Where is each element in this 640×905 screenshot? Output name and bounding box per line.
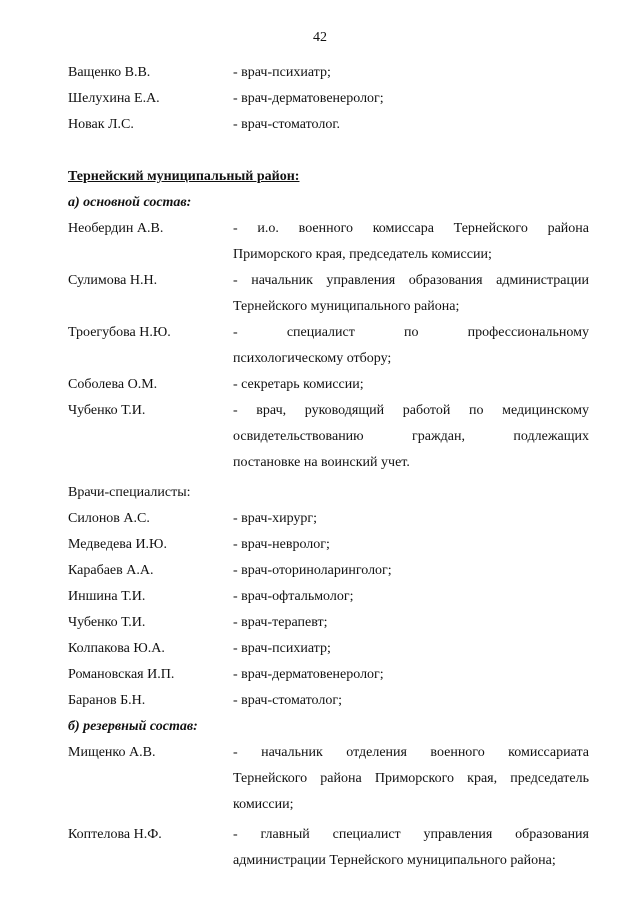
document-content — [68, 60, 589, 874]
list-item — [68, 506, 589, 532]
member-role: - врач-психиатр; — [233, 641, 331, 656]
member-role: - врач-дерматовенеролог; — [233, 91, 384, 106]
role-line: освидетельствованию граждан, подлежащих — [233, 429, 589, 444]
top-list — [68, 60, 589, 138]
member-name: Силонов А.С. — [68, 511, 150, 526]
member-role: - врач-офтальмолог; — [233, 589, 354, 604]
main-members — [68, 216, 589, 476]
specialists-label: Врачи-специалисты: — [68, 485, 191, 500]
member-name: Колпакова Ю.А. — [68, 641, 165, 656]
member-name: Ващенко В.В. — [68, 65, 151, 80]
member-role: - врач-стоматолог; — [233, 693, 342, 708]
page-number: 42 — [313, 30, 327, 45]
list-item — [68, 558, 589, 584]
role-line: Тернейского района Приморского края, председатель — [233, 771, 589, 786]
list-item — [68, 584, 589, 610]
member-name: Чубенко Т.И. — [68, 403, 146, 418]
list-item — [68, 740, 589, 818]
list-item — [68, 662, 589, 688]
role-line: Тернейского муниципального района; — [233, 299, 460, 314]
member-role — [233, 372, 589, 398]
member-name: Коптелова Н.Ф. — [68, 827, 162, 842]
member-role — [233, 216, 589, 268]
member-role — [233, 320, 589, 372]
role-line: постановке на воинский учет. — [233, 455, 410, 470]
specialists-list — [68, 506, 589, 714]
role-line: - начальник отделения военного комиссариата — [233, 745, 589, 760]
list-item — [68, 60, 589, 86]
list-item — [68, 320, 589, 372]
list-item — [68, 610, 589, 636]
member-name: Необердин А.В. — [68, 221, 164, 236]
member-role — [233, 268, 589, 320]
member-role — [233, 740, 589, 818]
member-role: - врач-психиатр; — [233, 65, 331, 80]
member-role: - врач-стоматолог. — [233, 117, 341, 132]
list-item — [68, 822, 589, 874]
role-line: - специалист по профессиональному — [233, 325, 589, 340]
member-role — [233, 822, 589, 874]
member-role: - врач-дерматовенеролог; — [233, 667, 384, 682]
list-item — [68, 268, 589, 320]
list-item — [68, 398, 589, 476]
member-name: Иншина Т.И. — [68, 589, 146, 604]
reserve-composition-heading: б) резервный состав: — [68, 719, 198, 734]
member-name: Баранов Б.Н. — [68, 693, 146, 708]
list-item — [68, 372, 589, 398]
list-item — [68, 636, 589, 662]
member-role: - врач-терапевт; — [233, 615, 328, 630]
role-line: психологическому отбору; — [233, 351, 392, 366]
member-name: Соболева О.М. — [68, 377, 158, 392]
member-name: Шелухина Е.А. — [68, 91, 160, 106]
list-item — [68, 216, 589, 268]
list-item — [68, 532, 589, 558]
role-line: - и.о. военного комиссара Тернейского района — [233, 221, 589, 236]
main-composition-heading: а) основной состав: — [68, 195, 192, 210]
member-name: Романовская И.П. — [68, 667, 175, 682]
member-name: Мищенко А.В. — [68, 745, 156, 760]
member-name: Карабаев А.А. — [68, 563, 154, 578]
reserve-members — [68, 740, 589, 874]
member-name: Новак Л.С. — [68, 117, 134, 132]
member-role — [233, 398, 589, 476]
member-role: - врач-оториноларинголог; — [233, 563, 392, 578]
list-item — [68, 112, 589, 138]
list-item — [68, 688, 589, 714]
role-line: комиссии; — [233, 797, 294, 812]
member-role: - врач-невролог; — [233, 537, 330, 552]
member-name: Троегубова Н.Ю. — [68, 325, 171, 340]
member-name: Медведева И.Ю. — [68, 537, 167, 552]
member-name: Сулимова Н.Н. — [68, 273, 158, 288]
role-line: - начальник управления образования администрации — [233, 273, 589, 288]
role-line: администрации Тернейского муниципального района; — [233, 853, 556, 868]
role-line: - врач, руководящий работой по медицинскому — [233, 403, 589, 418]
role-line: - секретарь комиссии; — [233, 377, 364, 392]
role-line: Приморского края, председатель комиссии; — [233, 247, 492, 262]
role-line: - главный специалист управления образования — [233, 827, 589, 842]
member-role: - врач-хирург; — [233, 511, 318, 526]
member-name: Чубенко Т.И. — [68, 615, 146, 630]
list-item — [68, 86, 589, 112]
section-title: Тернейский муниципальный район: — [68, 169, 300, 184]
